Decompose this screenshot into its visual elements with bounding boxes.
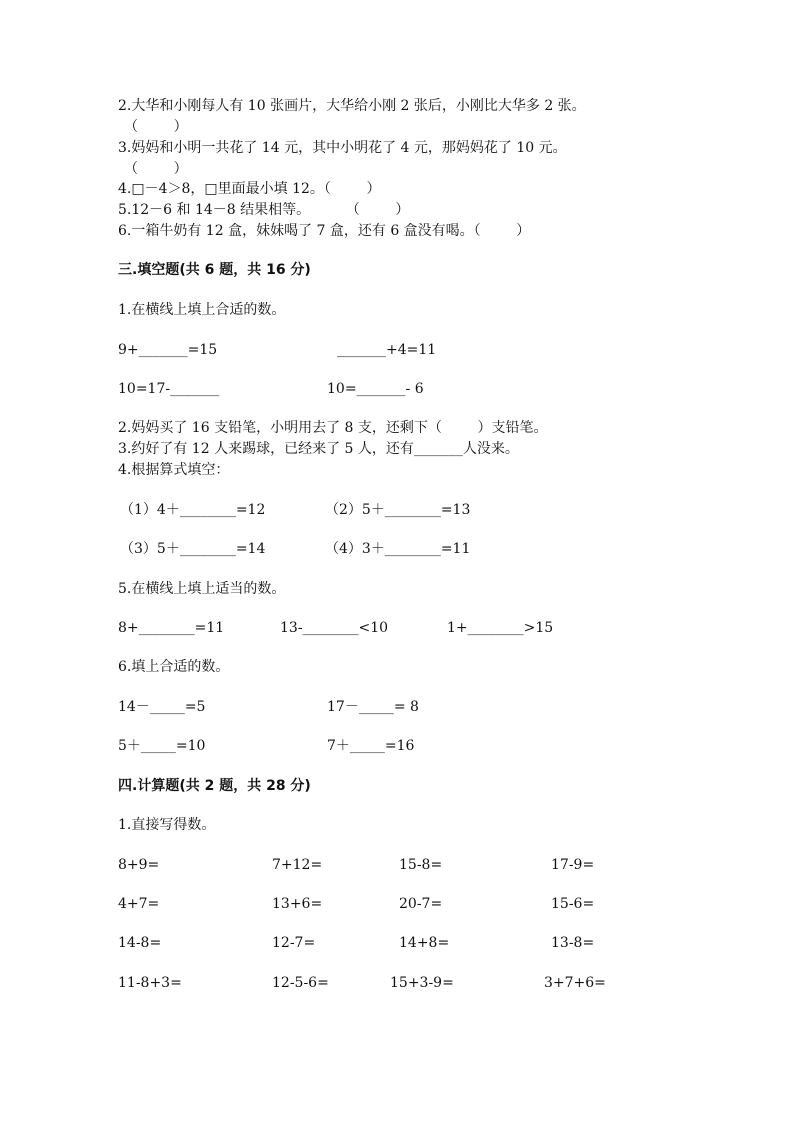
fill-q1-c: 10=17-_______ — [118, 381, 220, 397]
calc-cell: 15+3-9= — [390, 975, 454, 991]
fill-q6-c: 5＋_____=10 — [118, 738, 206, 754]
calc-cell: 14+8= — [399, 935, 450, 951]
fill-q4: 4.根据算式填空： — [118, 462, 230, 478]
calc-cell: 3+7+6= — [544, 975, 606, 991]
calc-cell: 7+12= — [272, 857, 323, 873]
fill-q4-4: （4）3＋________=11 — [325, 541, 471, 557]
fill-q4-1: （1）4＋________=12 — [120, 502, 266, 518]
fill-q5-a: 8+________=11 — [118, 620, 225, 636]
fill-q6-a: 14－_____=5 — [118, 699, 206, 715]
calc-cell: 13-8= — [551, 935, 595, 951]
fill-q5-b: 13-________<10 — [280, 620, 389, 636]
fill-q2: 2.妈妈买了 16 支铅笔，小明用去了 8 支，还剩下（ ）支铅笔。 — [118, 420, 548, 436]
calc-cell: 13+6= — [272, 896, 323, 912]
section-title-calc: 四.计算题(共 2 题，共 28 分) — [118, 778, 311, 794]
judge-q4: 4.□－4＞8，□里面最小填 12。（ ） — [118, 181, 381, 197]
judge-q3: 3.妈妈和小明一共花了 14 元，其中小明花了 4 元，那妈妈花了 10 元。 — [118, 140, 567, 156]
fill-q3: 3.约好了有 12 人来踢球，已经来了 5 人，还有_______人没来。 — [118, 441, 519, 457]
calc-cell: 4+7= — [118, 896, 160, 912]
calc-cell: 15-6= — [551, 896, 595, 912]
fill-q1-a: 9+_______=15 — [118, 342, 218, 358]
calc-cell: 8+9= — [118, 857, 160, 873]
section-title-fill: 三.填空题(共 6 题，共 16 分) — [118, 262, 311, 278]
calc-q1: 1.直接写得数。 — [118, 817, 216, 833]
calc-cell: 14-8= — [118, 935, 162, 951]
calc-cell: 12-7= — [272, 935, 316, 951]
calc-cell: 15-8= — [399, 857, 443, 873]
judge-q6: 6.一箱牛奶有 12 盒，妹妹喝了 7 盒，还有 6 盒没有喝。（ ） — [118, 223, 531, 239]
judge-q2-answer-blank[interactable]: （ ） — [124, 119, 188, 135]
fill-q4-3: （3）5＋________=14 — [120, 541, 266, 557]
fill-q5-c: 1+________>15 — [447, 620, 554, 636]
calc-cell: 17-9= — [551, 857, 595, 873]
fill-q4-2: （2）5＋________=13 — [325, 502, 471, 518]
calc-cell: 11-8+3= — [118, 975, 182, 991]
calc-cell: 12-5-6= — [272, 975, 329, 991]
judge-q3-answer-blank[interactable]: （ ） — [124, 161, 188, 177]
judge-q2: 2.大华和小刚每人有 10 张画片，大华给小刚 2 张后，小刚比大华多 2 张。 — [118, 98, 586, 114]
fill-q6-d: 7＋_____=16 — [327, 738, 415, 754]
fill-q6: 6.填上合适的数。 — [118, 659, 230, 675]
fill-q6-b: 17－_____= 8 — [327, 699, 419, 715]
fill-q1-b: _______+4=11 — [337, 342, 437, 358]
calc-cell: 20-7= — [399, 896, 443, 912]
judge-q5: 5.12－6 和 14－8 结果相等。 （ ） — [118, 202, 410, 218]
fill-q5: 5.在横线上填上适当的数。 — [118, 581, 286, 597]
fill-q1-d: 10=_______- 6 — [327, 381, 424, 397]
fill-q1: 1.在横线上填上合适的数。 — [118, 302, 286, 318]
